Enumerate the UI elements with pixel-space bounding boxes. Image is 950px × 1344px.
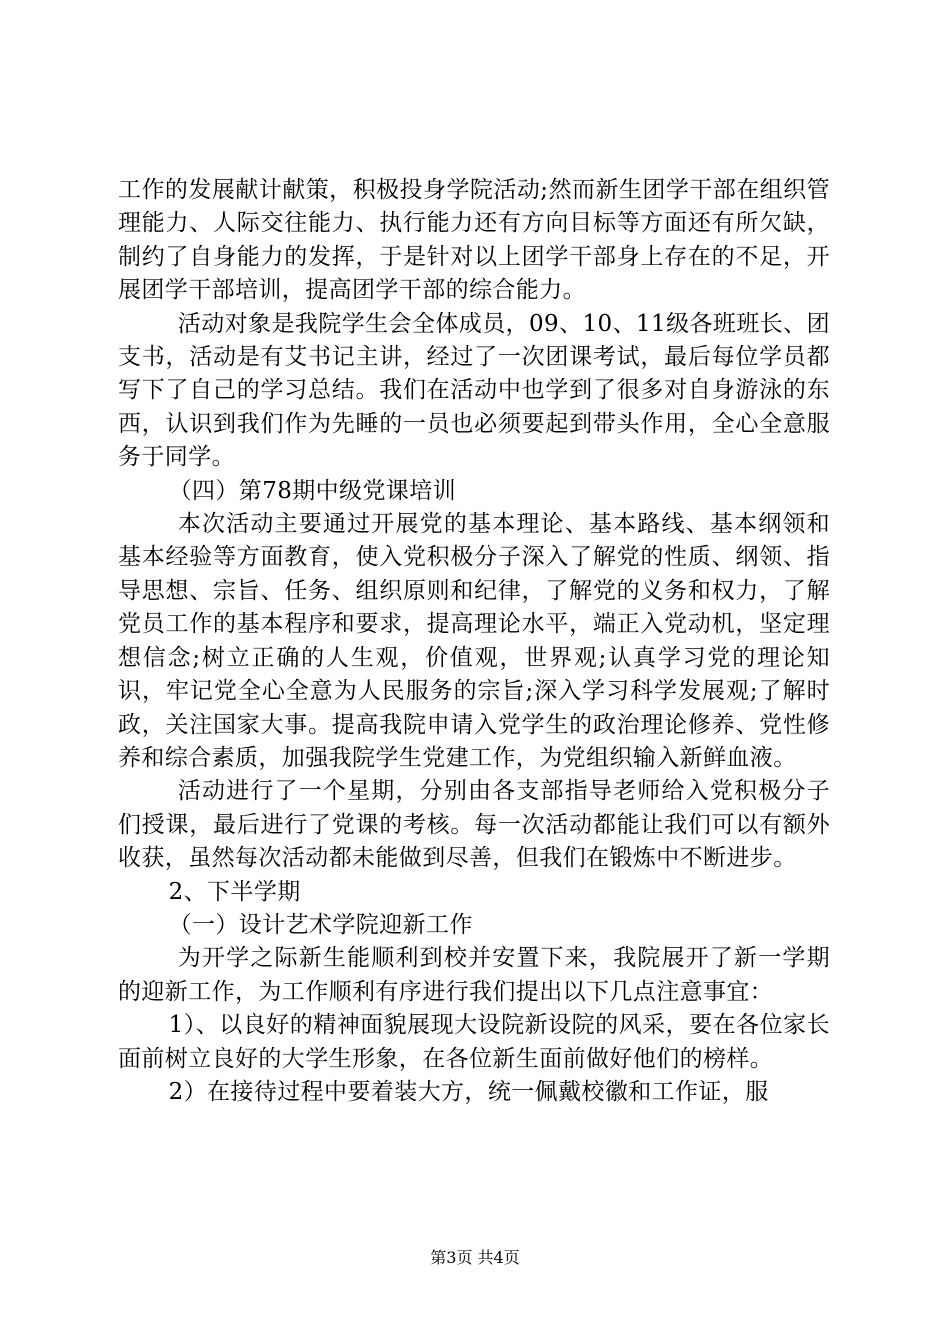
paragraph-party-course-body: 本次活动主要通过开展党的基本理论、基本路线、基本纲领和基本经验等方面教育，使入党积极分子深入了解党的性质、纲领、指导思想、宗旨、任务、组织原则和纪律，了解党的义务和权力，了解党员工作的基本程序和要求，提高理论水平，端正入党动机，坚定理想信念;树立正确的人生观，价值观，世界观;认真学习党的理论知识，牢记党全心全意为人民服务的宗旨;深入学习科学发展观;了解时政，关注国家大事。提高我院申请入党学生的政治理论修养、党性修养和综合素质，加强我院学生党建工作，为党组织输入新鲜血液。	[118, 511, 830, 771]
section-heading-party-course: （四）第78期中级党课培训	[168, 477, 457, 504]
paragraph-welcome-intro: 为开学之际新生能顺利到校并安置下来，我院展开了新一学期的迎新工作，为工作顺利有序进行我们提出以下几点注意事宜：	[118, 945, 830, 1005]
paragraph-party-course-result: 活动进行了一个星期，分别由各支部指导老师给入党积极分子们授课，最后进行了党课的考核。每一次活动都能让我们可以有额外收获，虽然每次活动都未能做到尽善，但我们在锻炼中不断进步。	[118, 778, 830, 872]
document-body	[118, 174, 830, 1109]
paragraph-activity-target: 活动对象是我院学生会全体成员，09、10、11级各班班长、团支书，活动是有艾书记主讲，经过了一次团课考试，最后每位学员都写下了自己的学习总结。我们在活动中也学到了很多对自身游泳的东西，认识到我们作为先睡的一员也必须要起到带头作用，全心全意服务于同学。	[118, 310, 830, 471]
list-item-welcome-2: 2）在接待过程中要着装大方，统一佩戴校徽和工作证，服	[168, 1078, 769, 1105]
section-heading-second-semester: 2、下半学期	[168, 878, 301, 905]
section-heading-welcome-work: （一）设计艺术学院迎新工作	[168, 911, 473, 938]
list-item-welcome-1: 1）、以良好的精神面貌展现大设院新设院的风采，要在各位家长面前树立良好的大学生形象，在各位新生面前做好他们的榜样。	[118, 1012, 830, 1072]
page-number-footer: 第3页 共4页	[430, 1248, 520, 1267]
paragraph-cadre-training-cont: 工作的发展献计献策，积极投身学院活动;然而新生团学干部在组织管理能力、人际交往能力、执行能力还有方向目标等方面还有所欠缺，制约了自身能力的发挥，于是针对以上团学干部身上存在的不足，开展团学干部培训，提高团学干部的综合能力。	[118, 177, 830, 304]
